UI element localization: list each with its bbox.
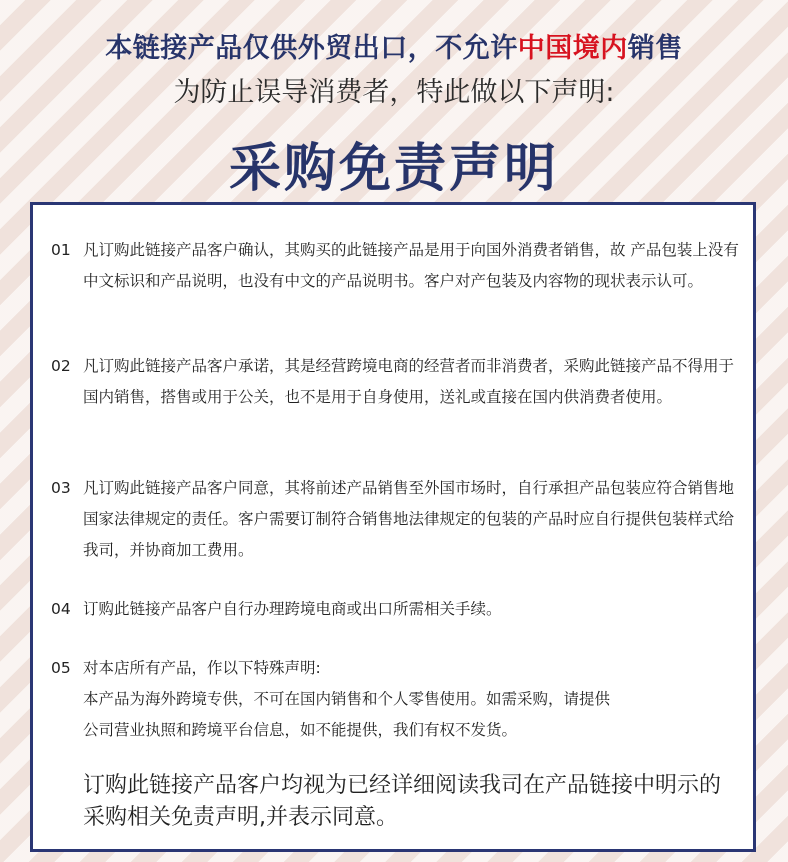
disclaimer-item-04 bbox=[51, 594, 741, 625]
notice-headline-part2: 销售 bbox=[627, 33, 683, 64]
notice-headline bbox=[0, 26, 788, 65]
disclaimer-item-03 bbox=[51, 473, 741, 566]
notice-subline: 为防止误导消费者，特此做以下声明: bbox=[173, 77, 615, 108]
item-number: 03 bbox=[51, 479, 71, 497]
notice-headline-part1: 本链接产品仅供外贸出口，不允许 bbox=[105, 33, 518, 64]
item-number: 05 bbox=[51, 659, 71, 677]
item-text: 凡订购此链接产品客户承诺，其是经营跨境电商的经营者而非消费者，采购此链接产品不得用于国内销售，搭售或用于公关，也不是用于自身使用，送礼或直接在国内供消费者使用。 bbox=[83, 357, 735, 406]
item-number: 02 bbox=[51, 357, 71, 375]
item-text: 订购此链接产品客户自行办理跨境电商或出口所需相关手续。 bbox=[83, 600, 502, 618]
item-number: 01 bbox=[51, 241, 71, 259]
notice-headline-highlight: 中国境内 bbox=[517, 33, 628, 64]
disclaimer-item-05 bbox=[51, 653, 741, 746]
item-number: 04 bbox=[51, 600, 71, 618]
item-text: 对本店所有产品，作以下特殊声明: bbox=[83, 659, 321, 677]
item-subtext-2: 公司营业执照和跨境平台信息，如不能提供，我们有权不发货。 bbox=[83, 721, 518, 739]
closing-statement: 订购此链接产品客户均视为已经详细阅读我司在产品链接中明示的采购相关免责声明,并表示同意。 bbox=[83, 773, 722, 830]
disclaimer-panel bbox=[30, 202, 756, 852]
disclaimer-item-02 bbox=[51, 351, 741, 413]
item-text: 凡订购此链接产品客户同意，其将前述产品销售至外国市场时，自行承担产品包装应符合销售地国家法律规定的责任。客户需要订制符合销售地法律规定的包装的产品时应自行提供包装样式给我司，并协商加工费用。 bbox=[83, 479, 735, 559]
page-title: 采购免责声明 bbox=[228, 139, 559, 199]
item-text: 凡订购此链接产品客户确认，其购买的此链接产品是用于向国外消费者销售，故 产品包装上没有中文标识和产品说明，也没有中文的产品说明书。客户对产包装及内容物的现状表示认可。 bbox=[83, 241, 739, 290]
item-subtext-1: 本产品为海外跨境专供，不可在国内销售和个人零售使用。如需采购，请提供 bbox=[83, 690, 611, 708]
disclaimer-item-01 bbox=[51, 235, 741, 297]
